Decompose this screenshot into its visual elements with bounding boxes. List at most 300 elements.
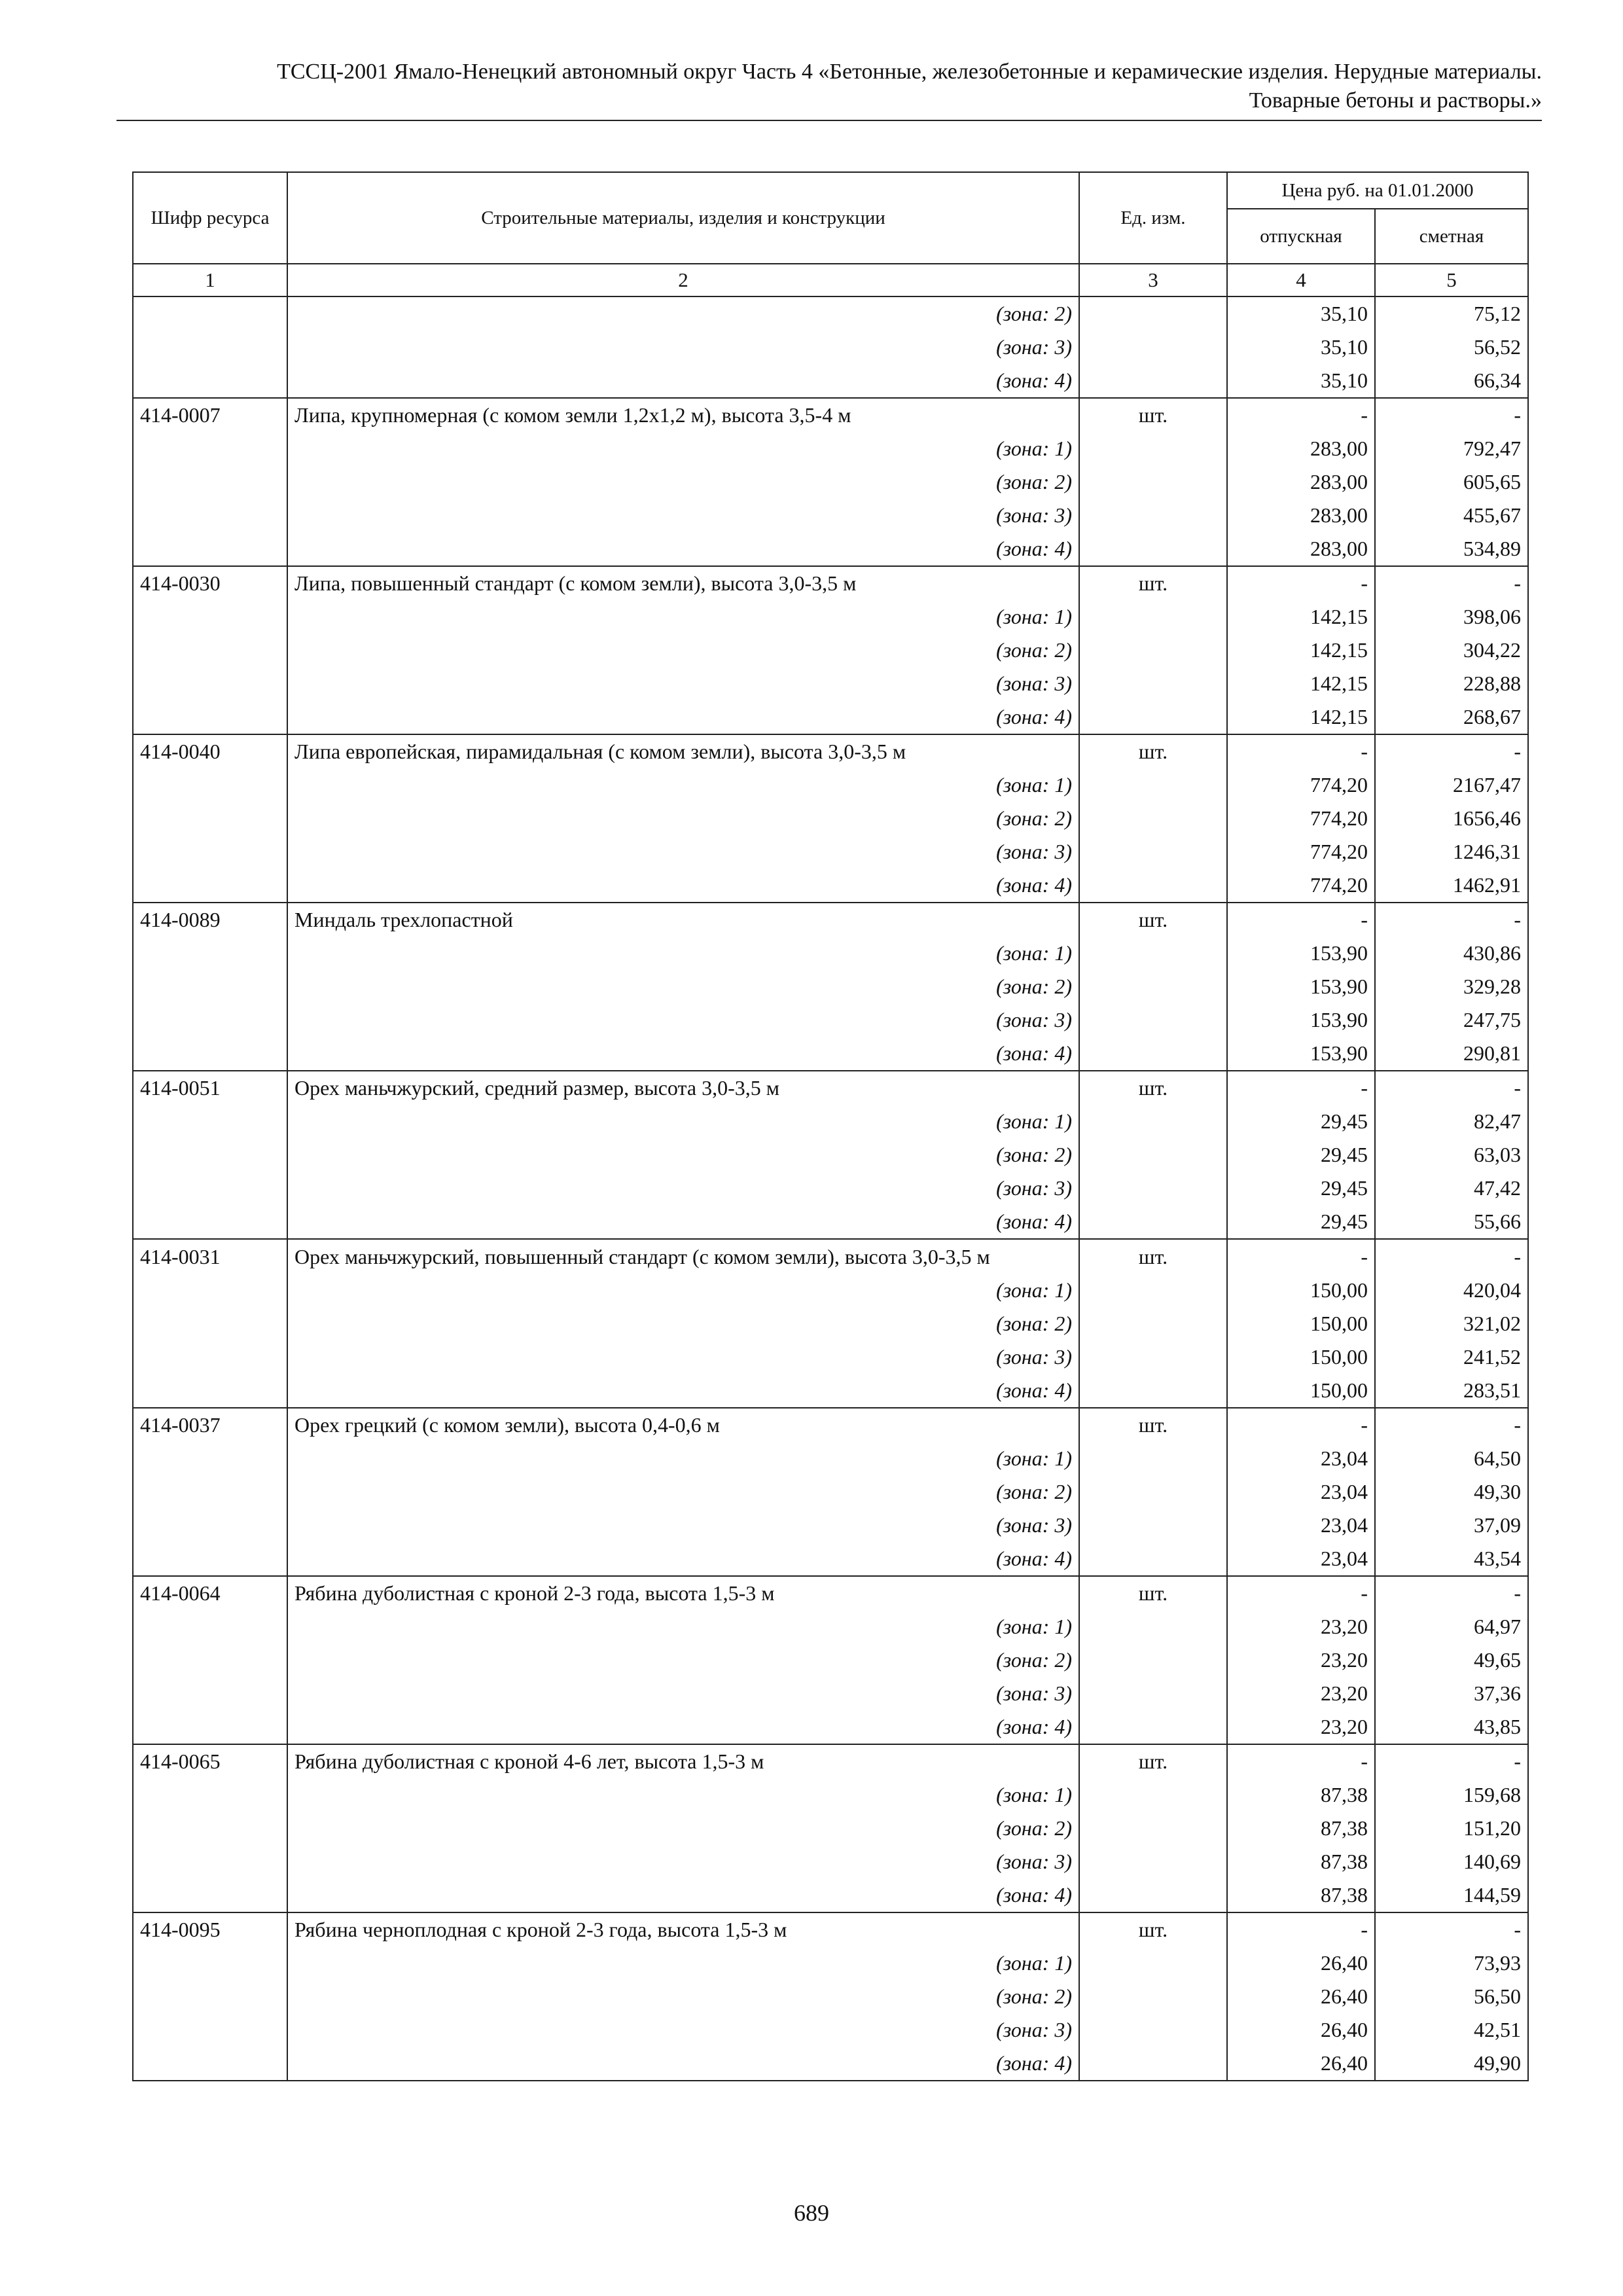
zone-label: (зона: 3) [287, 1677, 1079, 1710]
estimate-price: 321,02 [1375, 1307, 1528, 1340]
zone-label: (зона: 1) [287, 1946, 1079, 1980]
release-price: 87,38 [1227, 1845, 1375, 1878]
empty-cell [133, 970, 287, 1003]
release-price: 153,90 [1227, 937, 1375, 970]
resource-group [133, 903, 1528, 1071]
estimate-price: 37,36 [1375, 1677, 1528, 1710]
empty-cell [1079, 1138, 1227, 1172]
zone-row [133, 937, 1528, 970]
empty-cell [133, 1205, 287, 1239]
empty-cell [133, 1307, 287, 1340]
estimate-price: 2167,47 [1375, 768, 1528, 802]
release-price: 774,20 [1227, 835, 1375, 869]
zone-label: (зона: 1) [287, 1778, 1079, 1812]
continuation-group [133, 296, 1528, 398]
empty-cell [133, 2047, 287, 2081]
release-price: 153,90 [1227, 1037, 1375, 1071]
resource-name: Липа, крупномерная (с комом земли 1,2х1,2 м), высота 3,5-4 м [287, 398, 1079, 432]
empty-cell [1079, 1710, 1227, 1744]
empty-cell [1079, 331, 1227, 364]
empty-cell [133, 1778, 287, 1812]
zone-label: (зона: 4) [287, 2047, 1079, 2081]
empty-cell [133, 1105, 287, 1138]
zone-label: (зона: 2) [287, 634, 1079, 667]
release-price: 283,00 [1227, 499, 1375, 532]
release-price: 774,20 [1227, 768, 1375, 802]
empty-cell [1079, 937, 1227, 970]
release-price: 142,15 [1227, 634, 1375, 667]
resource-group [133, 566, 1528, 734]
zone-row [133, 1105, 1528, 1138]
estimate-price: 64,50 [1375, 1442, 1528, 1475]
empty-cell [133, 700, 287, 734]
zone-label: (зона: 4) [287, 1037, 1079, 1071]
empty-cell [133, 634, 287, 667]
release-price: 26,40 [1227, 1980, 1375, 2013]
estimate-price: 55,66 [1375, 1205, 1528, 1239]
zone-row [133, 2047, 1528, 2081]
resource-group [133, 1576, 1528, 1744]
release-price: - [1227, 1912, 1375, 1946]
estimate-price: 64,97 [1375, 1610, 1528, 1643]
empty-cell [1079, 432, 1227, 465]
estimate-price: 268,67 [1375, 700, 1528, 734]
resource-group [133, 398, 1528, 566]
resource-code: 414-0007 [133, 398, 287, 432]
estimate-price: - [1375, 903, 1528, 937]
zone-row [133, 1138, 1528, 1172]
zone-label: (зона: 2) [287, 1138, 1079, 1172]
release-price: 23,04 [1227, 1442, 1375, 1475]
col-header-code: Шифр ресурса [133, 172, 287, 264]
release-price: 35,10 [1227, 331, 1375, 364]
zone-label: (зона: 1) [287, 937, 1079, 970]
release-price: 23,20 [1227, 1710, 1375, 1744]
release-price: 87,38 [1227, 1812, 1375, 1845]
resource-unit: шт. [1079, 1071, 1227, 1105]
release-price: - [1227, 566, 1375, 600]
zone-label: (зона: 3) [287, 1509, 1079, 1542]
zone-label: (зона: 4) [287, 1710, 1079, 1744]
empty-cell [1079, 1812, 1227, 1845]
estimate-price: 73,93 [1375, 1946, 1528, 1980]
zone-label: (зона: 4) [287, 1374, 1079, 1408]
release-price: 23,20 [1227, 1677, 1375, 1710]
zone-row [133, 1509, 1528, 1542]
page-number: 689 [794, 2200, 829, 2226]
empty-cell [1079, 1205, 1227, 1239]
empty-cell [1079, 364, 1227, 398]
release-price: 283,00 [1227, 465, 1375, 499]
zone-label: (зона: 1) [287, 1274, 1079, 1307]
col-number-5: 5 [1375, 264, 1528, 296]
zone-label: (зона: 1) [287, 1105, 1079, 1138]
release-price: 29,45 [1227, 1105, 1375, 1138]
empty-cell [1079, 1610, 1227, 1643]
estimate-price: 605,65 [1375, 465, 1528, 499]
release-price: 26,40 [1227, 2047, 1375, 2081]
estimate-price: 241,52 [1375, 1340, 1528, 1374]
zone-label: (зона: 1) [287, 1442, 1079, 1475]
empty-cell [133, 835, 287, 869]
zone-row [133, 1677, 1528, 1710]
col-header-name: Строительные материалы, изделия и конструкции [287, 172, 1079, 264]
empty-cell [1079, 869, 1227, 903]
empty-cell [1079, 1509, 1227, 1542]
zone-row [133, 1475, 1528, 1509]
empty-cell [1079, 802, 1227, 835]
empty-cell [1079, 1778, 1227, 1812]
resource-code: 414-0065 [133, 1744, 287, 1778]
resource-group [133, 1912, 1528, 2081]
resource-row [133, 1239, 1528, 1274]
zone-label: (зона: 3) [287, 499, 1079, 532]
empty-cell [133, 364, 287, 398]
zone-label: (зона: 4) [287, 1878, 1079, 1912]
estimate-price: 534,89 [1375, 532, 1528, 566]
zone-label: (зона: 3) [287, 331, 1079, 364]
zone-label: (зона: 1) [287, 768, 1079, 802]
empty-cell [133, 1037, 287, 1071]
empty-cell [133, 1980, 287, 2013]
resource-name: Липа, повышенный стандарт (с комом земли), высота 3,0-3,5 м [287, 566, 1079, 600]
release-price: 23,20 [1227, 1610, 1375, 1643]
zone-label: (зона: 2) [287, 296, 1079, 331]
zone-label: (зона: 3) [287, 1003, 1079, 1037]
zone-row [133, 1037, 1528, 1071]
zone-row [133, 700, 1528, 734]
empty-cell [1079, 600, 1227, 634]
resource-unit: шт. [1079, 903, 1227, 937]
release-price: 29,45 [1227, 1172, 1375, 1205]
zone-label: (зона: 4) [287, 700, 1079, 734]
estimate-price: 75,12 [1375, 296, 1528, 331]
estimate-price: 283,51 [1375, 1374, 1528, 1408]
resource-group [133, 1744, 1528, 1912]
empty-cell [133, 296, 287, 331]
empty-cell [1079, 1643, 1227, 1677]
empty-cell [1079, 1980, 1227, 2013]
estimate-price: - [1375, 1071, 1528, 1105]
empty-cell [133, 1812, 287, 1845]
resource-name: Орех маньчжурский, средний размер, высота 3,0-3,5 м [287, 1071, 1079, 1105]
estimate-price: 56,52 [1375, 331, 1528, 364]
zone-row [133, 667, 1528, 700]
release-price: 26,40 [1227, 1946, 1375, 1980]
release-price: - [1227, 1408, 1375, 1442]
empty-cell [1079, 1677, 1227, 1710]
release-price: 153,90 [1227, 1003, 1375, 1037]
estimate-price: - [1375, 566, 1528, 600]
empty-cell [133, 1274, 287, 1307]
empty-cell [133, 1845, 287, 1878]
zone-row [133, 465, 1528, 499]
release-price: 23,04 [1227, 1509, 1375, 1542]
resource-unit: шт. [1079, 1744, 1227, 1778]
estimate-price: 43,54 [1375, 1542, 1528, 1576]
empty-cell [133, 667, 287, 700]
col-header-price: Цена руб. на 01.01.2000 [1227, 172, 1528, 209]
zone-label: (зона: 4) [287, 1205, 1079, 1239]
zone-label: (зона: 4) [287, 364, 1079, 398]
resource-code: 414-0064 [133, 1576, 287, 1610]
resource-code: 414-0031 [133, 1239, 287, 1274]
release-price: 774,20 [1227, 869, 1375, 903]
zone-label: (зона: 1) [287, 1610, 1079, 1643]
estimate-price: 420,04 [1375, 1274, 1528, 1307]
estimate-price: 1462,91 [1375, 869, 1528, 903]
zone-label: (зона: 1) [287, 432, 1079, 465]
estimate-price: - [1375, 734, 1528, 768]
release-price: - [1227, 1071, 1375, 1105]
estimate-price: 49,65 [1375, 1643, 1528, 1677]
estimate-price: 159,68 [1375, 1778, 1528, 1812]
release-price: 29,45 [1227, 1138, 1375, 1172]
empty-cell [1079, 1340, 1227, 1374]
release-price: 35,10 [1227, 364, 1375, 398]
empty-cell [133, 2013, 287, 2047]
resource-group [133, 1071, 1528, 1239]
zone-label: (зона: 2) [287, 1643, 1079, 1677]
resource-row [133, 1912, 1528, 1946]
zone-row [133, 1542, 1528, 1576]
resource-name: Орех грецкий (с комом земли), высота 0,4-0,6 м [287, 1408, 1079, 1442]
col-header-unit: Ед. изм. [1079, 172, 1227, 264]
running-header [116, 58, 1542, 115]
resource-group [133, 734, 1528, 903]
estimate-price: - [1375, 1744, 1528, 1778]
zone-row [133, 1205, 1528, 1239]
resource-row [133, 398, 1528, 432]
resource-row [133, 734, 1528, 768]
zone-label: (зона: 1) [287, 600, 1079, 634]
estimate-price: 1656,46 [1375, 802, 1528, 835]
zone-row [133, 634, 1528, 667]
zone-label: (зона: 3) [287, 1340, 1079, 1374]
empty-cell [133, 532, 287, 566]
estimate-price: 144,59 [1375, 1878, 1528, 1912]
col-header-estimate: сметная [1375, 209, 1528, 264]
zone-label: (зона: 2) [287, 970, 1079, 1003]
zone-row [133, 532, 1528, 566]
estimate-price: - [1375, 1912, 1528, 1946]
zone-row [133, 869, 1528, 903]
empty-cell [1079, 2013, 1227, 2047]
empty-cell [1079, 1003, 1227, 1037]
release-price: 150,00 [1227, 1374, 1375, 1408]
zone-row [133, 1643, 1528, 1677]
release-price: - [1227, 1239, 1375, 1274]
estimate-price: 228,88 [1375, 667, 1528, 700]
zone-row [133, 1980, 1528, 2013]
estimate-price: 151,20 [1375, 1812, 1528, 1845]
estimate-price: 329,28 [1375, 970, 1528, 1003]
zone-row [133, 1442, 1528, 1475]
zone-label: (зона: 3) [287, 667, 1079, 700]
zone-label: (зона: 3) [287, 1172, 1079, 1205]
zone-label: (зона: 2) [287, 1812, 1079, 1845]
empty-cell [1079, 700, 1227, 734]
col-number-2: 2 [287, 264, 1079, 296]
empty-cell [133, 600, 287, 634]
empty-cell [133, 1374, 287, 1408]
resource-code: 414-0030 [133, 566, 287, 600]
resource-unit: шт. [1079, 566, 1227, 600]
resource-name: Миндаль трехлопастной [287, 903, 1079, 937]
empty-cell [133, 1677, 287, 1710]
estimate-price: - [1375, 1239, 1528, 1274]
empty-cell [1079, 1475, 1227, 1509]
empty-cell [1079, 1307, 1227, 1340]
release-price: 283,00 [1227, 532, 1375, 566]
empty-cell [1079, 1105, 1227, 1138]
resource-name: Рябина черноплодная с кроной 2-3 года, высота 1,5-3 м [287, 1912, 1079, 1946]
empty-cell [133, 1003, 287, 1037]
estimate-price: 66,34 [1375, 364, 1528, 398]
resource-row [133, 1071, 1528, 1105]
empty-cell [133, 499, 287, 532]
empty-cell [1079, 768, 1227, 802]
empty-cell [133, 1878, 287, 1912]
zone-label: (зона: 3) [287, 2013, 1079, 2047]
estimate-price: 49,90 [1375, 2047, 1528, 2081]
zone-row [133, 2013, 1528, 2047]
empty-cell [1079, 532, 1227, 566]
resource-row [133, 903, 1528, 937]
empty-cell [1079, 1946, 1227, 1980]
empty-cell [133, 1542, 287, 1576]
zone-row [133, 1003, 1528, 1037]
resource-name: Липа европейская, пирамидальная (с комом земли), высота 3,0-3,5 м [287, 734, 1079, 768]
empty-cell [1079, 970, 1227, 1003]
zone-label: (зона: 2) [287, 1307, 1079, 1340]
release-price: 142,15 [1227, 700, 1375, 734]
release-price: 142,15 [1227, 600, 1375, 634]
zone-label: (зона: 2) [287, 802, 1079, 835]
empty-cell [1079, 634, 1227, 667]
resource-name: Рябина дуболистная с кроной 4-6 лет, высота 1,5-3 м [287, 1744, 1079, 1778]
empty-cell [133, 1340, 287, 1374]
release-price: - [1227, 1744, 1375, 1778]
resource-row [133, 1744, 1528, 1778]
zone-row [133, 600, 1528, 634]
zone-row [133, 331, 1528, 364]
empty-cell [133, 331, 287, 364]
release-price: 153,90 [1227, 970, 1375, 1003]
estimate-price: - [1375, 1576, 1528, 1610]
estimate-price: 63,03 [1375, 1138, 1528, 1172]
empty-cell [133, 1138, 287, 1172]
estimate-price: 304,22 [1375, 634, 1528, 667]
zone-row [133, 768, 1528, 802]
zone-row [133, 1710, 1528, 1744]
empty-cell [133, 869, 287, 903]
resource-row [133, 1408, 1528, 1442]
zone-row [133, 1340, 1528, 1374]
col-header-release: отпускная [1227, 209, 1375, 264]
zone-row [133, 1946, 1528, 1980]
empty-cell [1079, 1172, 1227, 1205]
empty-cell [133, 802, 287, 835]
estimate-price: - [1375, 398, 1528, 432]
empty-cell [1079, 1878, 1227, 1912]
zone-row [133, 970, 1528, 1003]
empty-cell [133, 432, 287, 465]
estimate-price: 792,47 [1375, 432, 1528, 465]
release-price: 150,00 [1227, 1274, 1375, 1307]
zone-row [133, 1610, 1528, 1643]
price-table [132, 171, 1529, 2081]
resource-group [133, 1239, 1528, 1408]
zone-row [133, 1172, 1528, 1205]
empty-cell [133, 1442, 287, 1475]
zone-row [133, 1845, 1528, 1878]
zone-row [133, 1374, 1528, 1408]
zone-row [133, 835, 1528, 869]
header-line-1: ТССЦ-2001 Ямало-Ненецкий автономный округ Часть 4 «Бетонные, железобетонные и керамические изделия. Нерудные материалы. [277, 60, 1542, 84]
empty-cell [133, 937, 287, 970]
release-price: 142,15 [1227, 667, 1375, 700]
zone-label: (зона: 3) [287, 1845, 1079, 1878]
empty-cell [133, 465, 287, 499]
estimate-price: 290,81 [1375, 1037, 1528, 1071]
zone-row [133, 1274, 1528, 1307]
zone-row [133, 802, 1528, 835]
zone-label: (зона: 4) [287, 532, 1079, 566]
empty-cell [133, 1509, 287, 1542]
empty-cell [133, 1610, 287, 1643]
resource-code: 414-0089 [133, 903, 287, 937]
resource-unit: шт. [1079, 1912, 1227, 1946]
zone-row [133, 432, 1528, 465]
resource-code: 414-0037 [133, 1408, 287, 1442]
zone-row [133, 1778, 1528, 1812]
zone-row [133, 1878, 1528, 1912]
release-price: 35,10 [1227, 296, 1375, 331]
estimate-price: 56,50 [1375, 1980, 1528, 2013]
resource-code: 414-0095 [133, 1912, 287, 1946]
estimate-price: 49,30 [1375, 1475, 1528, 1509]
empty-cell [1079, 1374, 1227, 1408]
estimate-price: 430,86 [1375, 937, 1528, 970]
resource-row [133, 1576, 1528, 1610]
release-price: - [1227, 903, 1375, 937]
release-price: 23,04 [1227, 1542, 1375, 1576]
resource-unit: шт. [1079, 1239, 1227, 1274]
zone-label: (зона: 4) [287, 869, 1079, 903]
estimate-price: 247,75 [1375, 1003, 1528, 1037]
release-price: 87,38 [1227, 1878, 1375, 1912]
zone-label: (зона: 3) [287, 835, 1079, 869]
zone-row [133, 1812, 1528, 1845]
release-price: - [1227, 398, 1375, 432]
header-line-2: Товарные бетоны и растворы.» [1249, 88, 1542, 113]
release-price: 23,04 [1227, 1475, 1375, 1509]
resource-code: 414-0040 [133, 734, 287, 768]
header-rule [116, 120, 1542, 121]
empty-cell [1079, 835, 1227, 869]
release-price: 150,00 [1227, 1340, 1375, 1374]
estimate-price: 1246,31 [1375, 835, 1528, 869]
empty-cell [1079, 667, 1227, 700]
release-price: - [1227, 734, 1375, 768]
resource-unit: шт. [1079, 398, 1227, 432]
zone-label: (зона: 4) [287, 1542, 1079, 1576]
estimate-price: 43,85 [1375, 1710, 1528, 1744]
release-price: 23,20 [1227, 1643, 1375, 1677]
empty-cell [1079, 1845, 1227, 1878]
zone-label: (зона: 2) [287, 1980, 1079, 2013]
